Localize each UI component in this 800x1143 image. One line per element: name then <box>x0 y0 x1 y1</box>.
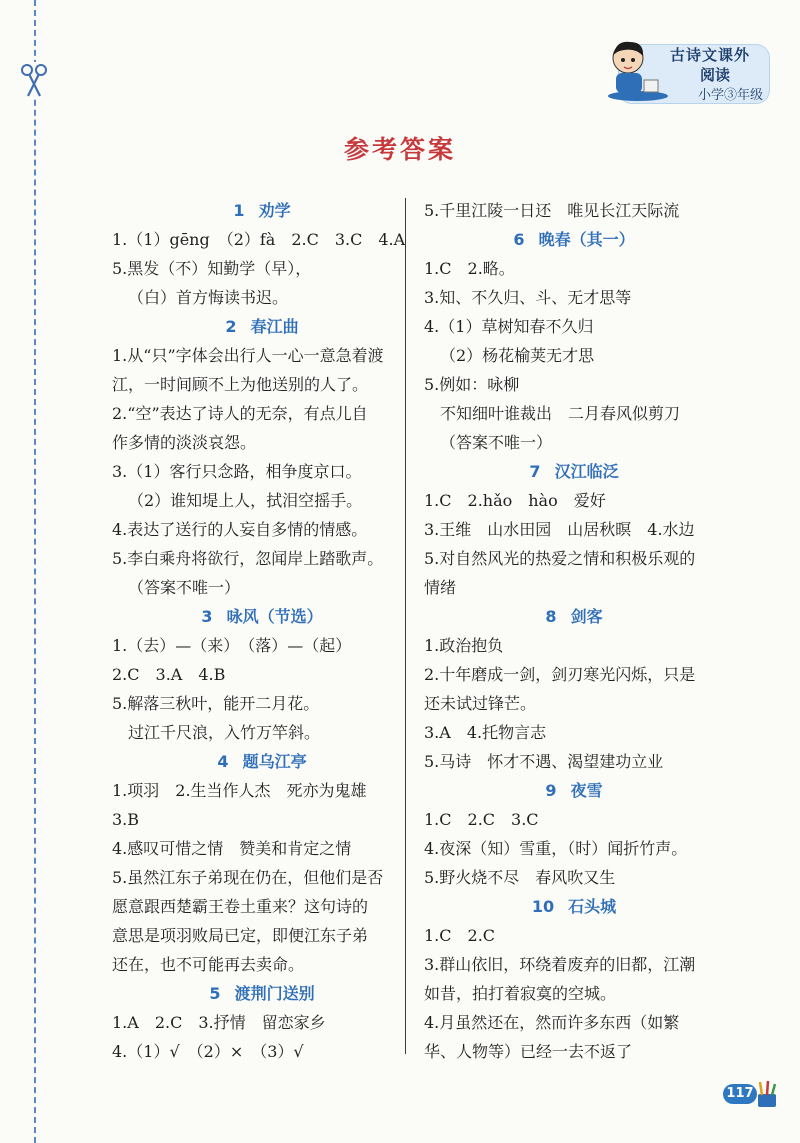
answer-line: 3.A 4.托物言志 <box>424 723 547 742</box>
section-number: 4 <box>217 752 229 771</box>
section-title: 汉江临泛 <box>554 462 619 481</box>
answer-line: 华、人物等）已经一去不返了 <box>424 1042 633 1061</box>
section-heading <box>112 602 412 631</box>
section-number: 10 <box>531 897 555 916</box>
answer-line: 1.（去）—（来） （落）—（起） <box>112 636 352 655</box>
binding-dashed-line <box>34 0 36 1143</box>
answer-line: 3.群山依旧，环绕着废弃的旧都，江潮 <box>424 955 696 974</box>
answer-line: 1.A 2.C 3.抒情 留恋家乡 <box>112 1013 326 1032</box>
answer-line: （2）谁知堤上人，拭泪空摇手。 <box>128 491 363 510</box>
section-number: 1 <box>233 201 245 220</box>
answer-line: 还在，也不可能再去卖命。 <box>112 955 305 974</box>
badge-grade: 小学③年级 <box>698 88 764 103</box>
scissors-icon <box>18 62 50 98</box>
section-heading <box>424 225 724 254</box>
right-answer-column <box>424 196 724 1066</box>
section-number: 3 <box>201 607 213 626</box>
section-title: 石头城 <box>568 897 617 916</box>
answer-line: 情绪 <box>424 578 457 597</box>
section-number: 6 <box>513 230 525 249</box>
column-divider <box>405 198 406 1054</box>
answer-line: 5.例如：咏柳 <box>424 375 520 394</box>
answer-line: 不知细叶谁裁出 二月春风似剪刀 <box>440 404 681 423</box>
answer-line: 1.C 2.C <box>424 926 496 945</box>
answer-line: （答案不唯一） <box>440 433 553 452</box>
answer-line: 3.B <box>112 810 140 829</box>
section-heading <box>424 776 724 805</box>
page-number-badge <box>723 1080 781 1108</box>
answer-line: 意思是项羽败局已定，即便江东子弟 <box>112 926 369 945</box>
pencils-icon <box>755 1080 779 1108</box>
answer-line: （白）首方悔读书迟。 <box>128 288 289 307</box>
answer-line: 2.C 3.A 4.B <box>112 665 226 684</box>
answer-line: 5.虽然江东子弟现在仍在，但他们是否 <box>112 868 384 887</box>
answer-line: 江，一时间顾不上为他送别的人了。 <box>112 375 369 394</box>
section-heading <box>112 747 412 776</box>
answer-line: 1.项羽 2.生当作人杰 死亦为鬼雄 <box>112 781 367 800</box>
answer-line: 5.千里江陵一日还 唯见长江天际流 <box>424 201 680 220</box>
answer-line: 2.“空”表达了诗人的无奈，有点儿自 <box>112 404 368 423</box>
answer-line: 1.（1）gēng （2）fà 2.C 3.C 4.A <box>112 230 406 249</box>
answer-line: 5.野火烧不尽 春风吹又生 <box>424 868 616 887</box>
answer-line: 作多情的淡淡哀怨。 <box>112 433 257 452</box>
answer-line: （答案不唯一） <box>128 578 241 597</box>
answer-line: 5.马诗 怀才不遇、渴望建功立业 <box>424 752 664 771</box>
section-title: 渡荆门送别 <box>234 984 315 1003</box>
answer-line: 1.C 2.C 3.C <box>424 810 539 829</box>
answer-line: 1.政治抱负 <box>424 636 504 655</box>
answer-line: 4.感叹可惜之情 赞美和肯定之情 <box>112 839 352 858</box>
section-title: 春江曲 <box>250 317 299 336</box>
header-badge <box>600 36 770 104</box>
section-heading <box>112 196 412 225</box>
section-number: 2 <box>225 317 237 336</box>
answer-line: 5.解落三秋叶，能开二月花。 <box>112 694 320 713</box>
section-title: 题乌江亭 <box>242 752 307 771</box>
answer-line: 4.月虽然还在，然而许多东西（如繁 <box>424 1013 680 1032</box>
section-title: 咏风（节选） <box>226 607 323 626</box>
section-heading <box>112 979 412 1008</box>
answer-line: 2.十年磨成一剑，剑刃寒光闪烁，只是 <box>424 665 696 684</box>
section-number: 5 <box>209 984 221 1003</box>
answer-line: 过江千尺浪，入竹万竿斜。 <box>128 723 321 742</box>
section-heading <box>112 312 412 341</box>
answer-line: 3.王维 山水田园 山居秋暝 4.水边 <box>424 520 695 539</box>
section-heading <box>424 457 724 486</box>
answer-line: 1.从“只”字体会出行人一心一意急着渡 <box>112 346 384 365</box>
answer-line: 5.李白乘舟将欲行，忽闻岸上踏歌声。 <box>112 549 384 568</box>
section-title: 剑客 <box>570 607 603 626</box>
answer-line: 愿意跟西楚霸王卷土重来？这句诗的 <box>112 897 369 916</box>
answer-line: 4.夜深（知）雪重，（时）闻折竹声。 <box>424 839 688 858</box>
section-heading <box>424 602 724 631</box>
section-title: 晚春（其一） <box>538 230 635 249</box>
section-title: 劝学 <box>258 201 291 220</box>
answer-line: 4.（1）草树知春不久归 <box>424 317 594 336</box>
answer-line: 还未试过锋芒。 <box>424 694 537 713</box>
answer-line: （2）杨花榆荚无才思 <box>440 346 595 365</box>
section-title: 夜雪 <box>570 781 603 800</box>
section-number: 7 <box>529 462 541 481</box>
answer-line: 3.知、不久归、斗、无才思等 <box>424 288 632 307</box>
answer-line: 如昔，拍打着寂寞的空城。 <box>424 984 617 1003</box>
section-number: 8 <box>545 607 557 626</box>
answer-line: 4.表达了送行的人妄自多情的情感。 <box>112 520 368 539</box>
answer-line: 5.黑发（不）知勤学（早）， <box>112 259 312 278</box>
badge-title: 古诗文课外 <box>670 46 751 64</box>
section-number: 9 <box>545 781 557 800</box>
badge-title-line2: 阅读 <box>700 66 731 84</box>
left-answer-column <box>112 196 412 1066</box>
answer-line: 1.C 2.hǎo hào 爱好 <box>424 491 606 510</box>
answer-line: 4.（1）√ （2）× （3）√ <box>112 1042 304 1061</box>
answer-line: 3.（1）客行只念路，相争度京口。 <box>112 462 362 481</box>
answer-line: 1.C 2.略。 <box>424 259 515 278</box>
answer-line: 5.对自然风光的热爱之情和积极乐观的 <box>424 549 696 568</box>
page-number: 117 <box>723 1084 757 1104</box>
section-heading <box>424 892 724 921</box>
mascot-icon <box>600 36 670 102</box>
page-title: 参考答案 <box>343 135 456 164</box>
